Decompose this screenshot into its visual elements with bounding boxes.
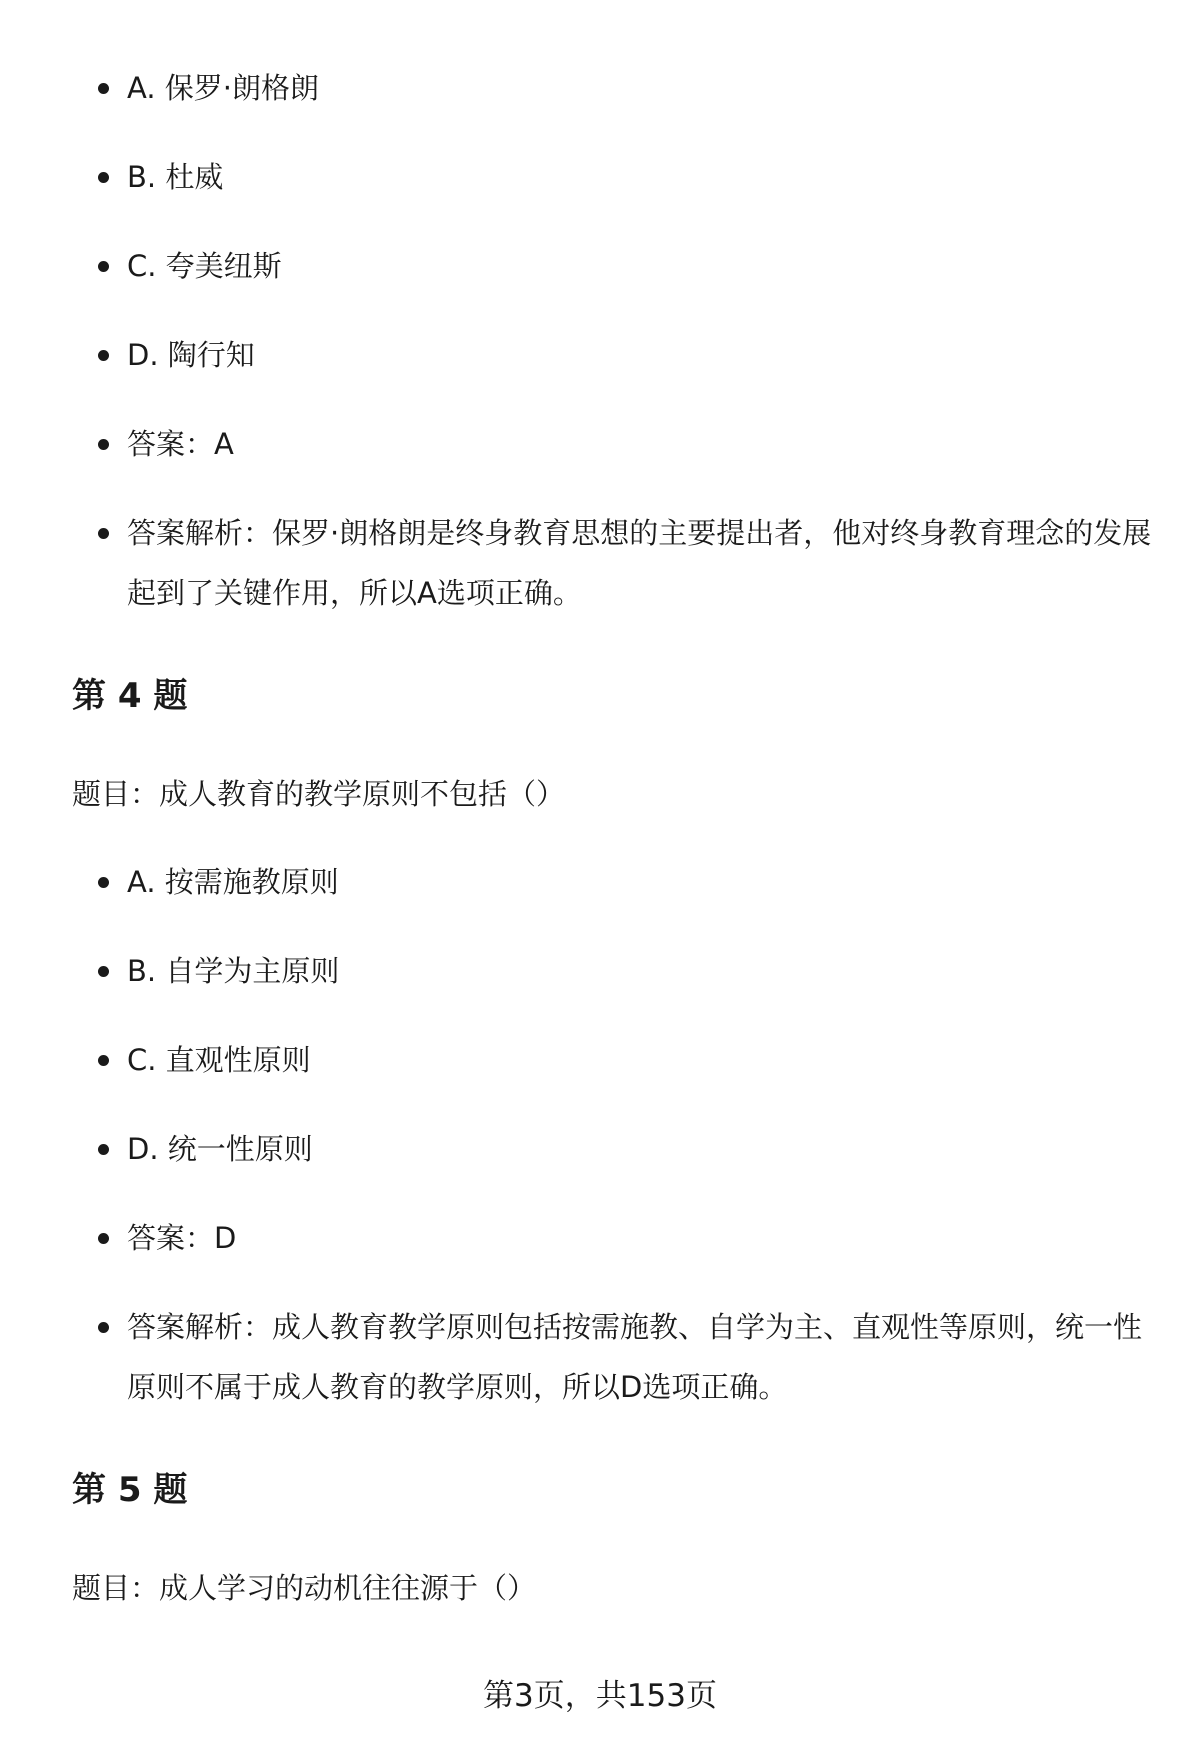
list-item — [0, 1208, 1200, 1268]
bullet-icon — [98, 877, 109, 888]
q3-option-a: A. 保罗·朗格朗 — [127, 71, 319, 105]
q4-options-list — [0, 852, 1200, 1417]
list-item — [0, 852, 1200, 912]
list-item — [0, 1119, 1200, 1179]
q4-option-d: D. 统一性原则 — [127, 1132, 313, 1166]
bullet-icon — [98, 1144, 109, 1155]
bullet-icon — [98, 83, 109, 94]
q4-option-a: A. 按需施教原则 — [127, 865, 339, 899]
bullet-icon — [98, 439, 109, 450]
bullet-icon — [98, 528, 109, 539]
list-item — [0, 325, 1200, 385]
q3-analysis: 答案解析：保罗·朗格朗是终身教育思想的主要提出者，他对终身教育理念的发展起到了关键作用，所以A选项正确。 — [127, 516, 1152, 610]
list-item — [0, 1030, 1200, 1090]
list-item — [0, 414, 1200, 474]
q4-option-c: C. 直观性原则 — [127, 1043, 311, 1077]
list-item — [0, 147, 1200, 207]
q5-heading: 第 5 题 — [72, 1470, 188, 1510]
bullet-icon — [98, 1055, 109, 1066]
bullet-icon — [98, 350, 109, 361]
list-item — [0, 941, 1200, 1001]
q3-option-c: C. 夸美纽斯 — [127, 249, 282, 283]
list-item — [0, 58, 1200, 118]
bullet-icon — [98, 1233, 109, 1244]
q4-heading: 第 4 题 — [72, 676, 188, 716]
q3-option-d: D. 陶行知 — [127, 338, 255, 372]
q5-question: 题目：成人学习的动机往往源于（） — [72, 1571, 537, 1605]
q4-answer: 答案：D — [127, 1221, 237, 1255]
list-item — [0, 1297, 1200, 1417]
bullet-icon — [98, 261, 109, 272]
bullet-icon — [98, 966, 109, 977]
q3-answer: 答案：A — [127, 427, 234, 461]
q4-option-b: B. 自学为主原则 — [127, 954, 340, 988]
page-number-footer: 第3页，共153页 — [483, 1678, 717, 1714]
q3-option-b: B. 杜威 — [127, 160, 224, 194]
q4-question: 题目：成人教育的教学原则不包括（） — [72, 777, 566, 811]
q4-analysis: 答案解析：成人教育教学原则包括按需施教、自学为主、直观性等原则，统一性原则不属于成人教育的教学原则，所以D选项正确。 — [127, 1310, 1143, 1404]
bullet-icon — [98, 172, 109, 183]
q3-options-list — [0, 58, 1200, 623]
list-item — [0, 236, 1200, 296]
bullet-icon — [98, 1322, 109, 1333]
list-item — [0, 503, 1200, 623]
